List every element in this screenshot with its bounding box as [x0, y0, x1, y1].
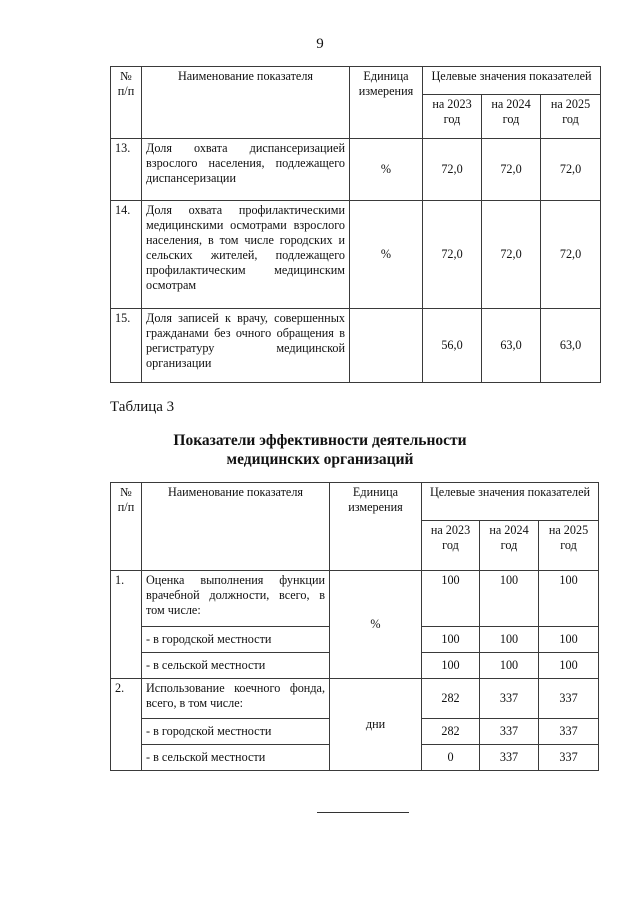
row-unit: %: [330, 571, 422, 679]
targets-table-continued: [110, 66, 601, 383]
page-number: 9: [316, 36, 324, 52]
row-value: 282: [422, 719, 480, 745]
row-name: Доля охвата диспансеризацией взрослого населения, подлежащего диспансеризации: [142, 139, 350, 201]
row-value: 56,0: [423, 309, 482, 383]
header-targets: Целевые значения показателей: [423, 67, 601, 95]
header-num: № п/п: [111, 483, 142, 571]
heading-line-1: Показатели эффективности деятельности: [173, 432, 467, 449]
row-unit: %: [350, 201, 423, 309]
header-name: Наименование показателя: [142, 483, 330, 571]
row-value: 100: [539, 653, 599, 679]
header-year-2023: на 2023 год: [423, 95, 482, 139]
row-value: 72,0: [423, 201, 482, 309]
row-num: 13.: [111, 139, 142, 201]
heading-line-2: медицинских организаций: [226, 451, 414, 468]
header-targets: Целевые значения показателей: [422, 483, 599, 521]
row-value: 100: [422, 571, 480, 627]
row-value: 72,0: [541, 201, 601, 309]
header-year-2025: на 2025 год: [541, 95, 601, 139]
row-value: 337: [480, 679, 539, 719]
row-name: Оценка выполнения функции врачебной должности, всего, в том числе:: [142, 571, 330, 627]
row-value: 337: [539, 745, 599, 771]
row-value: 0: [422, 745, 480, 771]
row-num: 2.: [111, 679, 142, 771]
header-year-2025: на 2025 год: [539, 521, 599, 571]
header-year-2023: на 2023 год: [422, 521, 480, 571]
row-name: - в сельской местности: [142, 745, 330, 771]
row-value: 337: [539, 679, 599, 719]
row-value: 72,0: [423, 139, 482, 201]
row-value: 100: [480, 571, 539, 627]
row-unit: [350, 309, 423, 383]
table-row: [111, 679, 599, 719]
table-row: [111, 139, 601, 201]
closing-divider: [317, 812, 409, 813]
header-name: Наименование показателя: [142, 67, 350, 139]
table-row: [111, 571, 599, 627]
table-heading: [0, 431, 640, 469]
header-unit: Единица измерения: [330, 483, 422, 571]
row-name: - в городской местности: [142, 719, 330, 745]
efficiency-table: [110, 482, 599, 771]
table-row: [111, 309, 601, 383]
row-value: 100: [539, 571, 599, 627]
row-name: Доля записей к врачу, совершенных гражданами без очного обращения в регистратуру медицинской организации: [142, 309, 350, 383]
row-num: 14.: [111, 201, 142, 309]
row-name: Доля охвата профилактическими медицинскими осмотрами взрослого населения, в том числе городских и сельских жителей, подлежащего профилактическим медицинским осмотрам: [142, 201, 350, 309]
row-value: 282: [422, 679, 480, 719]
row-value: 72,0: [541, 139, 601, 201]
row-value: 100: [480, 653, 539, 679]
row-value: 337: [539, 719, 599, 745]
row-value: 100: [539, 627, 599, 653]
row-value: 100: [422, 627, 480, 653]
row-name: - в сельской местности: [142, 653, 330, 679]
row-num: 1.: [111, 571, 142, 679]
row-value: 337: [480, 745, 539, 771]
table-caption: Таблица 3: [110, 399, 175, 415]
table-row: [111, 201, 601, 309]
header-year-2024: на 2024 год: [480, 521, 539, 571]
header-year-2024: на 2024 год: [482, 95, 541, 139]
row-value: 72,0: [482, 139, 541, 201]
row-value: 63,0: [541, 309, 601, 383]
row-name: Использование коечного фонда, всего, в том числе:: [142, 679, 330, 719]
row-name: - в городской местности: [142, 627, 330, 653]
row-value: 100: [480, 627, 539, 653]
row-value: 100: [422, 653, 480, 679]
row-unit: %: [350, 139, 423, 201]
row-value: 72,0: [482, 201, 541, 309]
row-num: 15.: [111, 309, 142, 383]
row-unit: дни: [330, 679, 422, 771]
header-unit: Единица измерения: [350, 67, 423, 139]
row-value: 63,0: [482, 309, 541, 383]
row-value: 337: [480, 719, 539, 745]
header-num: № п/п: [111, 67, 142, 139]
